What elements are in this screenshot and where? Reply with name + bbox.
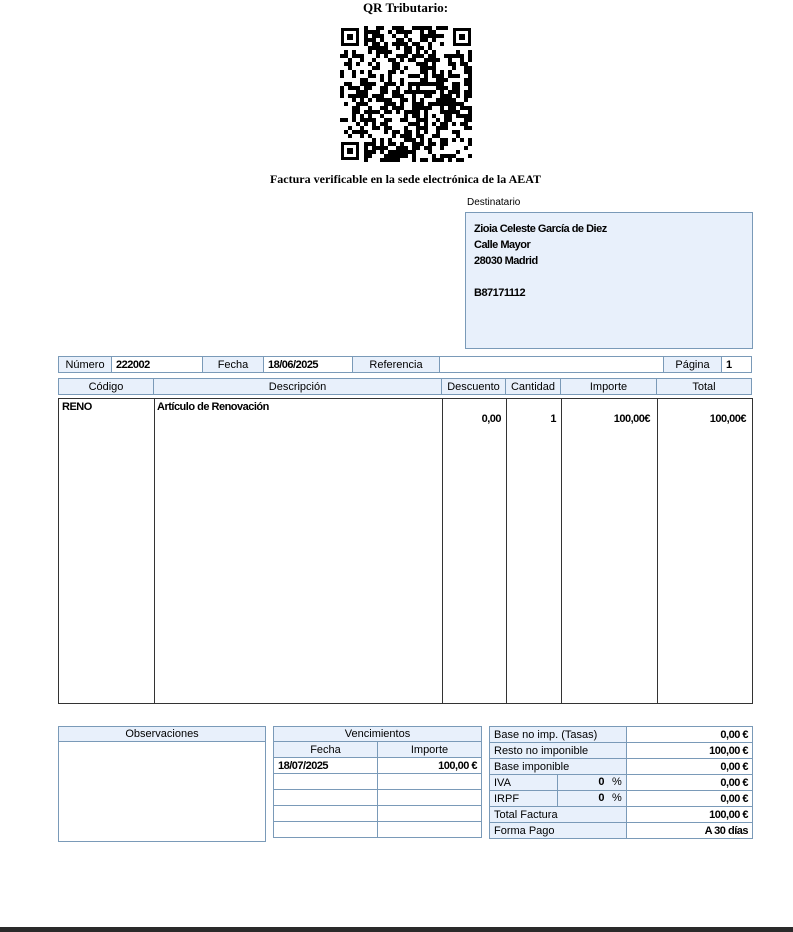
qr-title: QR Tributario: <box>362 0 449 15</box>
row-discount: 0,00 <box>481 413 501 425</box>
col-divider <box>506 399 507 703</box>
due-amount-header: Importe <box>377 741 482 758</box>
col-divider <box>442 399 443 703</box>
due-empty-cell <box>377 805 482 822</box>
page-label: Página <box>663 356 722 373</box>
row-quantity: 1 <box>550 413 556 425</box>
row-total: 100,00€ <box>709 413 746 425</box>
col-header-amount: Importe <box>560 378 657 395</box>
page-bottom-bar <box>0 927 793 932</box>
col-header-discount: Descuento <box>441 378 506 395</box>
number-label: Número <box>58 356 112 373</box>
recipient-name: Zioia Celeste García de Diez <box>474 223 607 235</box>
lines-header <box>58 378 752 395</box>
iva-percent: % <box>612 776 622 788</box>
total-value: 100,00 € <box>626 806 753 823</box>
col-divider <box>154 399 155 703</box>
col-header-code: Código <box>58 378 154 395</box>
iva-value: 0,00 € <box>626 774 753 791</box>
invoice-number: 222002 <box>111 356 203 373</box>
due-date-header: Fecha <box>273 741 378 758</box>
qr-finder-top-left <box>341 28 359 46</box>
due-empty-cell <box>273 821 378 838</box>
row-code: RENO <box>62 401 92 413</box>
resto-value: 100,00 € <box>626 742 753 759</box>
base-no-imp-label: Base no imp. (Tasas) <box>489 726 627 743</box>
observations-label: Observaciones <box>58 726 266 742</box>
due-empty-cell <box>377 773 482 790</box>
date-label: Fecha <box>202 356 264 373</box>
recipient-tax-id: B87171112 <box>474 287 526 299</box>
row-amount: 100,00€ <box>613 413 650 425</box>
reference-label: Referencia <box>352 356 440 373</box>
irpf-value: 0,00 € <box>626 790 753 807</box>
recipient-box <box>465 212 753 349</box>
due-empty-cell <box>273 789 378 806</box>
invoice-reference <box>439 356 664 373</box>
base-imp-label: Base imponible <box>489 758 627 775</box>
col-divider <box>561 399 562 703</box>
page-number: 1 <box>721 356 752 373</box>
recipient-city: 28030 Madrid <box>474 255 538 267</box>
due-row-amount: 100,00 € <box>377 757 482 774</box>
iva-label: IVA <box>489 774 558 791</box>
resto-label: Resto no imponible <box>489 742 627 759</box>
due-empty-cell <box>273 773 378 790</box>
col-divider <box>657 399 658 703</box>
irpf-percent: % <box>612 792 622 804</box>
recipient-street: Calle Mayor <box>474 239 531 251</box>
due-label: Vencimientos <box>273 726 482 742</box>
invoice-date: 18/06/2025 <box>263 356 353 373</box>
irpf-rate: 0 <box>598 792 604 804</box>
payment-label: Forma Pago <box>489 822 627 839</box>
due-row-date: 18/07/2025 <box>273 757 378 774</box>
due-empty-cell <box>273 805 378 822</box>
due-table <box>273 726 482 842</box>
invoice-info-row <box>58 356 752 373</box>
payment-value: A 30 días <box>626 822 753 839</box>
irpf-rate-cell <box>557 790 627 807</box>
col-header-quantity: Cantidad <box>505 378 561 395</box>
qr-code <box>340 26 472 162</box>
totals-table <box>489 726 753 842</box>
iva-rate: 0 <box>598 776 604 788</box>
qr-verify-text: Factura verificable en la sede electrónica de la AEAT <box>269 172 542 186</box>
observations-box <box>58 741 266 842</box>
col-header-description: Descripción <box>153 378 442 395</box>
irpf-label: IRPF <box>489 790 558 807</box>
iva-rate-cell <box>557 774 627 791</box>
base-imp-value: 0,00 € <box>626 758 753 775</box>
due-empty-cell <box>377 789 482 806</box>
qr-finder-bottom-left <box>341 142 359 160</box>
recipient-label: Destinatario <box>467 197 521 208</box>
lines-body <box>58 398 753 704</box>
due-empty-cell <box>377 821 482 838</box>
row-description: Artículo de Renovación <box>157 401 269 413</box>
base-no-imp-value: 0,00 € <box>626 726 753 743</box>
col-header-total: Total <box>656 378 752 395</box>
qr-finder-top-right <box>453 28 471 46</box>
total-label: Total Factura <box>489 806 627 823</box>
